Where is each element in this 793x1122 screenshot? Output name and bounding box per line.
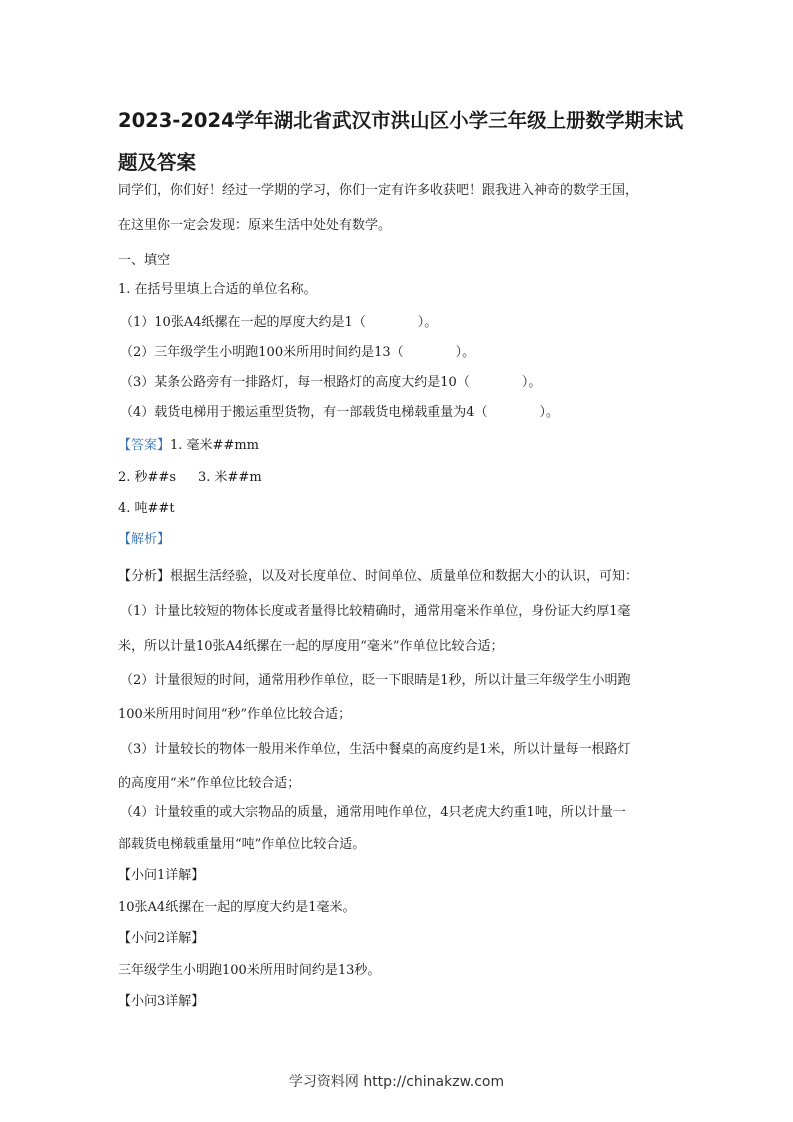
question-item: （3）某条公路旁有一排路灯，每一根路灯的高度大约是10（ ）。 bbox=[120, 375, 542, 390]
question-item: （1）10张A4纸摞在一起的厚度大约是1（ ）。 bbox=[120, 315, 438, 330]
analysis-point: 部载货电梯载重量用“吨”作单位比较合适。 bbox=[118, 837, 366, 852]
detail-heading: 【小问3详解】 bbox=[118, 994, 205, 1009]
question-stem: 1. 在括号里填上合适的单位名称。 bbox=[118, 282, 317, 297]
answer-4: 4. 吨##t bbox=[118, 501, 175, 516]
analysis-tag: 【解析】 bbox=[118, 532, 171, 547]
answer-1: 1. 毫米##mm bbox=[170, 438, 259, 453]
document-title: 2023-2024学年湖北省武汉市洪山区小学三年级上册数学期末试题及答案 bbox=[118, 109, 684, 174]
analysis-sub-tag: 【分析】 bbox=[118, 569, 171, 584]
answer-3: 3. 米##m bbox=[198, 470, 262, 485]
intro-line: 在这里你一定会发现：原来生活中处处有数学。 bbox=[118, 218, 392, 233]
detail-heading: 【小问1详解】 bbox=[118, 868, 205, 883]
section-heading: 一、填空 bbox=[118, 253, 171, 268]
answer-line bbox=[118, 437, 683, 455]
analysis-point: （4）计量较重的或大宗物品的质量，通常用吨作单位，4只老虎大约重1吨，所以计量一 bbox=[120, 805, 626, 820]
analysis-point: 的高度用“米”作单位比较合适； bbox=[118, 776, 301, 791]
analysis-point: 100米所用时间用“秒”作单位比较合适； bbox=[118, 707, 352, 722]
detail-text: 三年级学生小明跑100米所用时间约是13秒。 bbox=[118, 963, 381, 978]
detail-text: 10张A4纸摞在一起的厚度大约是1毫米。 bbox=[118, 900, 356, 915]
analysis-point: （1）计量比较短的物体长度或者量得比较精确时，通常用毫米作单位，身份证大约厚1毫 bbox=[120, 604, 631, 619]
answer-tag: 【答案】 bbox=[118, 438, 171, 453]
detail-heading: 【小问2详解】 bbox=[118, 931, 205, 946]
page-footer: 学习资料网 http://chinakzw.com bbox=[288, 1074, 505, 1090]
answer-line bbox=[118, 469, 683, 487]
question-item: （4）载货电梯用于搬运重型货物，有一部载货电梯载重量为4（ ）。 bbox=[120, 405, 560, 420]
answer-2: 2. 秒##s bbox=[118, 470, 176, 485]
question-item: （2）三年级学生小明跑100米所用时间约是13（ ）。 bbox=[120, 345, 476, 360]
analysis-point: （2）计量很短的时间，通常用秒作单位，眨一下眼睛是1秒，所以计量三年级学生小明跑 bbox=[120, 673, 631, 688]
intro-line: 同学们，你们好！经过一学期的学习，你们一定有许多收获吧！跟我进入神奇的数学王国， bbox=[118, 183, 639, 198]
analysis-point: 米，所以计量10张A4纸摞在一起的厚度用“毫米”作单位比较合适； bbox=[118, 639, 504, 654]
analysis-intro: 【分析】根据生活经验，以及对长度单位、时间单位、质量单位和数据大小的认识，可知： bbox=[118, 569, 639, 584]
analysis-point: （3）计量较长的物体一般用米作单位，生活中餐桌的高度约是1米，所以计量每一根路灯 bbox=[120, 742, 631, 757]
